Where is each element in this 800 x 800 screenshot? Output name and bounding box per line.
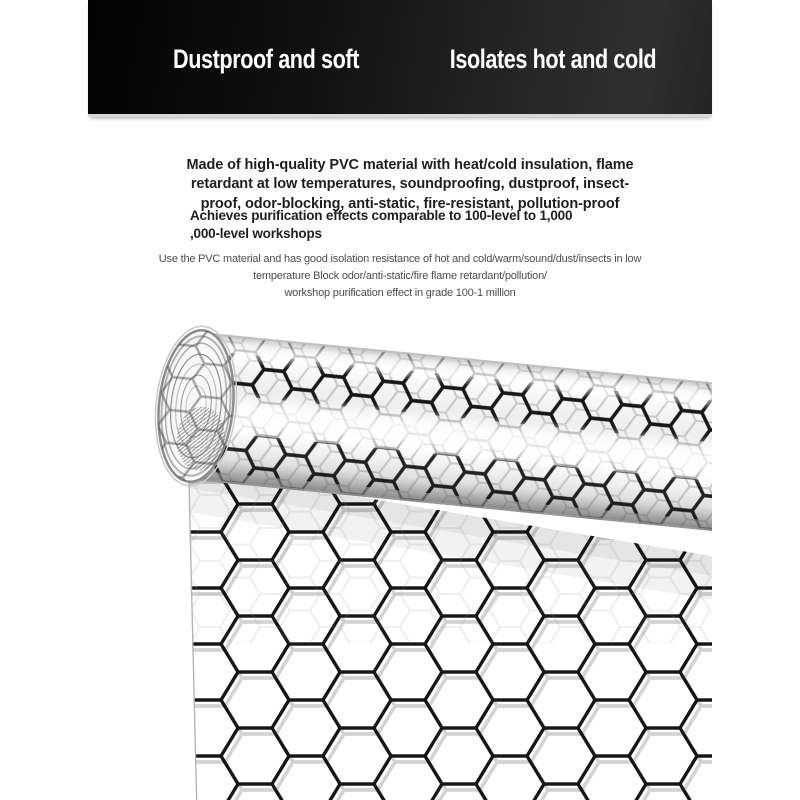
banner-label-dustproof: Dustproof and soft xyxy=(173,44,359,74)
description-line-1: Use the PVC material and has good isolation resistance of hot and cold/warm/sound/dust/insects in low xyxy=(158,253,642,265)
subheadline-line-1: Achieves purification effects comparable to 100-level to 1,000 xyxy=(190,208,573,223)
product-photo-pvc-grid-roll xyxy=(0,310,800,800)
top-banner xyxy=(88,0,712,117)
subheadline-line-2: ,000-level workshops xyxy=(190,225,322,241)
description-line-2: temperature Block odor/anti-static/fire flame retardant/pollution/ xyxy=(253,270,547,283)
feature-description xyxy=(140,251,660,302)
feature-headline: Made of high-quality PVC material with heat/cold insulation, flame retardant at low temperatures, soundproofing, dustproof, insect-proof, odor-blocking, anti-static, fire-resistant, pollution-proof xyxy=(186,156,634,212)
description-line-3: workshop purification effect in grade 100-1 million xyxy=(284,287,516,300)
feature-subheadline xyxy=(190,207,630,242)
banner-label-isolates: Isolates hot and cold xyxy=(449,44,657,74)
